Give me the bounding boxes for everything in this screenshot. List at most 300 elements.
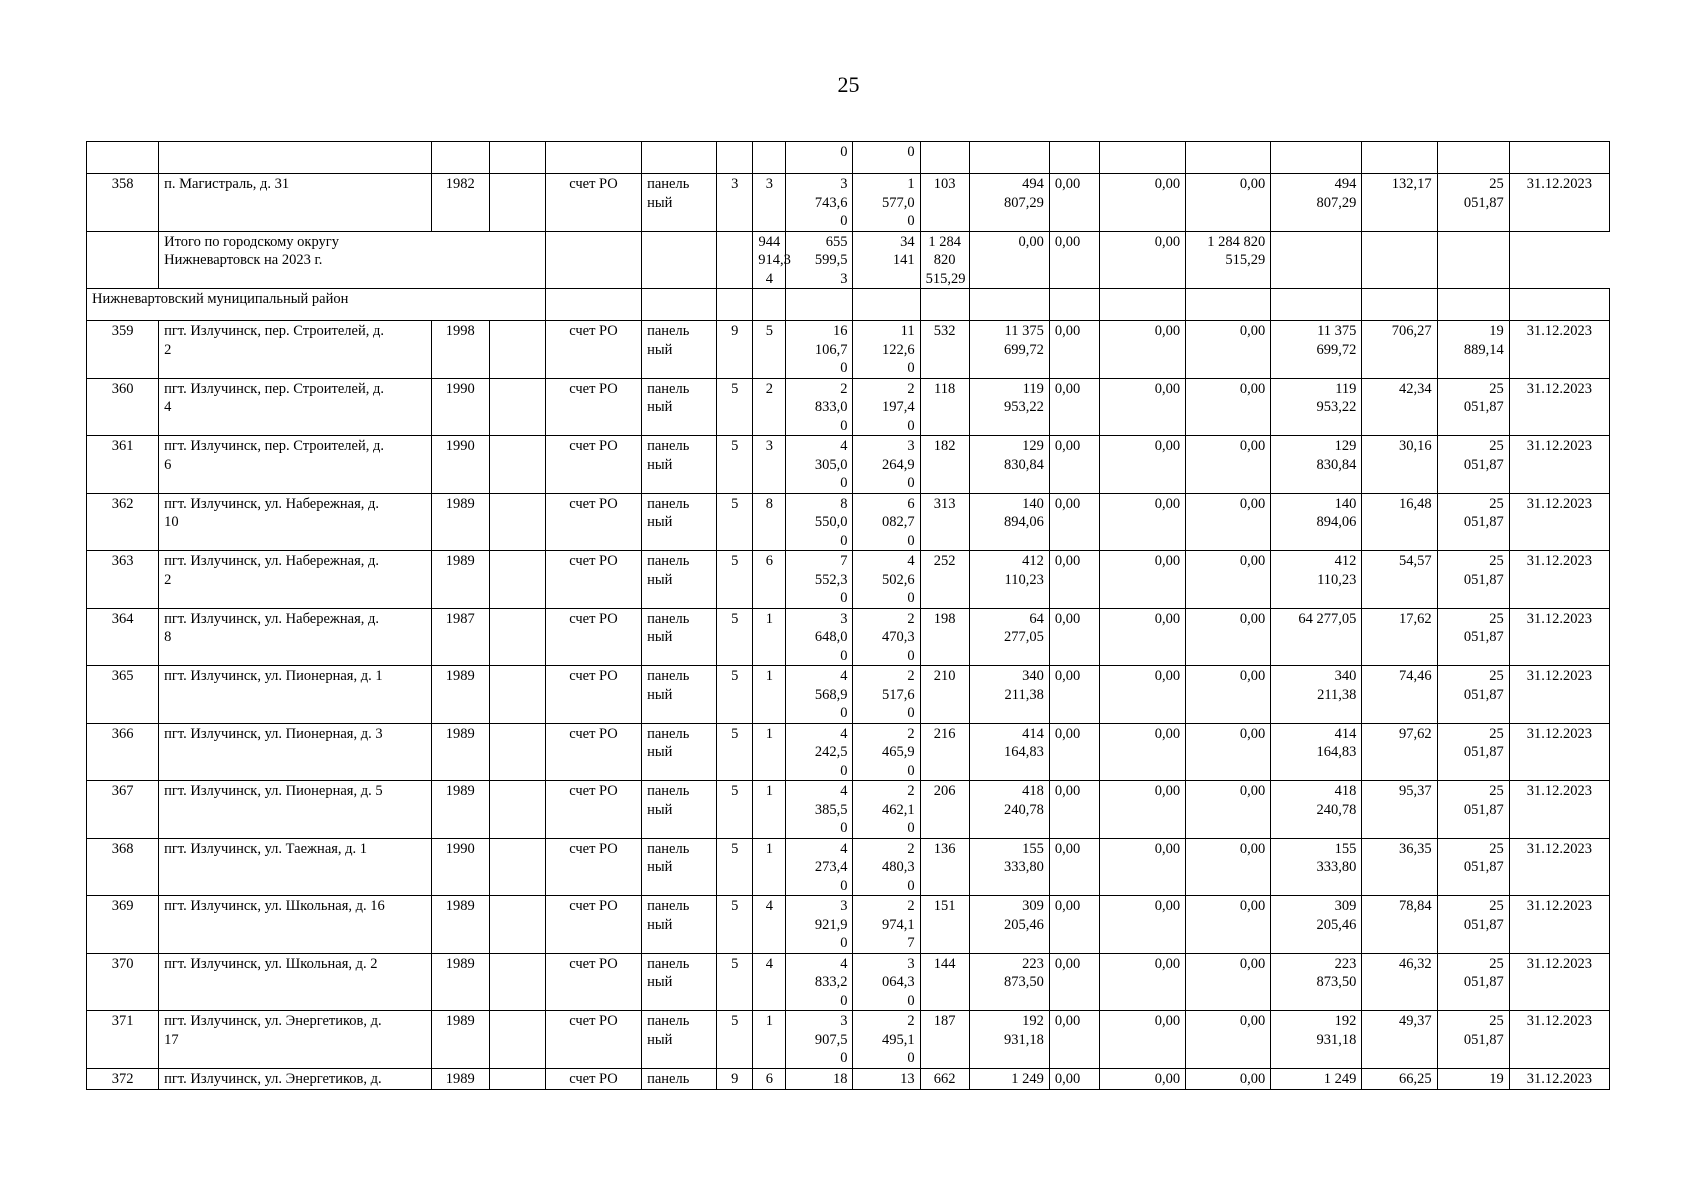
total-cost-cell: 414 164,83	[969, 723, 1049, 781]
funds-2-cell: 0,00	[1099, 896, 1185, 954]
empty-col-cell	[489, 436, 545, 494]
total-cost-cell: 309 205,46	[969, 896, 1049, 954]
entrances-cell: 4	[753, 953, 786, 1011]
residents-cell: 216	[920, 723, 969, 781]
wall-material-cell	[642, 142, 717, 174]
residents-cell	[920, 142, 969, 174]
total-cost-cell: 1 249	[969, 1068, 1049, 1089]
owner-funds-cell: 414 164,83	[1271, 723, 1362, 781]
cost-per-sqm-cell: 54,57	[1362, 551, 1437, 609]
account-type-cell: счет РО	[545, 781, 641, 839]
empty-col-cell	[489, 1011, 545, 1069]
floors-cell: 5	[717, 493, 753, 551]
wall-material-cell: панель ный	[642, 551, 717, 609]
cost-per-sqm-cell: 30,16	[1362, 436, 1437, 494]
floors-cell: 9	[717, 321, 753, 379]
address-cell: пгт. Излучинск, ул. Набережная, д. 8	[159, 608, 432, 666]
row-number-cell: 365	[87, 666, 159, 724]
address-cell: пгт. Излучинск, ул. Пионерная, д. 3	[159, 723, 432, 781]
living-area-cell: 13	[853, 1068, 920, 1089]
address-cell: пгт. Излучинск, ул. Пионерная, д. 1	[159, 666, 432, 724]
total-area-cell: 0	[786, 142, 853, 174]
funds-1-cell: 0,00	[1049, 378, 1099, 436]
cost-per-sqm-cell: 74,46	[1362, 666, 1437, 724]
entrances-cell: 1	[753, 608, 786, 666]
max-cost-per-sqm-cell: 25 051,87	[1437, 493, 1509, 551]
address-cell: пгт. Излучинск, ул. Школьная, д. 16	[159, 896, 432, 954]
funds-3-cell: 0,00	[1186, 1011, 1271, 1069]
living-area-cell: 3 064,3 0	[853, 953, 920, 1011]
funds-1-cell	[1049, 142, 1099, 174]
residents-cell: 118	[920, 378, 969, 436]
max-cost-per-sqm-cell: 25 051,87	[1437, 953, 1509, 1011]
cost-per-sqm-cell: 66,25	[1362, 1068, 1437, 1089]
funds-2-cell: 0,00	[1099, 493, 1185, 551]
empty-col-cell	[489, 723, 545, 781]
total-cost-cell: 129 830,84	[969, 436, 1049, 494]
year-built-cell: 1989	[431, 896, 489, 954]
deadline-cell: 31.12.2023	[1509, 781, 1609, 839]
address-cell: пгт. Излучинск, ул. Энергетиков, д.	[159, 1068, 432, 1089]
funds-1-cell: 0,00	[1049, 551, 1099, 609]
total-area-cell: 4 833,2 0	[786, 953, 853, 1011]
funds-1-cell: 0,00	[1049, 1011, 1099, 1069]
living-area-cell: 11 122,6 0	[853, 321, 920, 379]
funds-2-cell: 0,00	[1099, 723, 1185, 781]
owner-funds-cell: 309 205,46	[1271, 896, 1362, 954]
empty-col-cell	[489, 174, 545, 232]
funds-3-cell: 0,00	[1186, 1068, 1271, 1089]
funds-3-cell: 0,00	[1186, 838, 1271, 896]
funds-1-cell: 0,00	[1049, 666, 1099, 724]
cost-per-sqm-cell: 17,62	[1362, 608, 1437, 666]
account-type-cell: счет РО	[545, 896, 641, 954]
address-cell: пгт. Излучинск, пер. Строителей, д. 4	[159, 378, 432, 436]
total-cost-cell: 119 953,22	[969, 378, 1049, 436]
table-row	[87, 896, 1610, 954]
row-number-cell: 368	[87, 838, 159, 896]
row-number-cell: 360	[87, 378, 159, 436]
wall-material-cell: панель ный	[642, 838, 717, 896]
address-cell: пгт. Излучинск, пер. Строителей, д. 6	[159, 436, 432, 494]
wall-material-cell: панель ный	[642, 723, 717, 781]
row-number-cell: 361	[87, 436, 159, 494]
year-built-cell: 1989	[431, 666, 489, 724]
account-type-cell: счет РО	[545, 321, 641, 379]
funds-2-cell: 0,00	[1099, 953, 1185, 1011]
table-row	[87, 666, 1610, 724]
table-row	[87, 321, 1610, 379]
address-cell: пгт. Излучинск, пер. Строителей, д. 2	[159, 321, 432, 379]
cost-per-sqm-cell	[1362, 289, 1437, 321]
residents-cell: 313	[920, 493, 969, 551]
deadline-cell: 31.12.2023	[1509, 896, 1609, 954]
funds-1-cell: 0,00	[1049, 953, 1099, 1011]
cost-per-sqm-cell: 706,27	[1362, 321, 1437, 379]
table-row	[87, 838, 1610, 896]
housing-register-table	[86, 141, 1610, 1090]
cost-per-sqm-cell: 97,62	[1362, 723, 1437, 781]
account-type-cell: счет РО	[545, 551, 641, 609]
table-row	[87, 174, 1610, 232]
entrances-cell: 6	[753, 1068, 786, 1089]
total-area-cell: 8 550,0 0	[786, 493, 853, 551]
owner-funds-cell	[1271, 289, 1362, 321]
row-number-cell: 370	[87, 953, 159, 1011]
deadline-cell: 31.12.2023	[1509, 838, 1609, 896]
total-area-cell: 3 743,6 0	[786, 174, 853, 232]
living-area-cell	[853, 289, 920, 321]
funds-1-cell: 0,00	[1049, 493, 1099, 551]
cost-per-sqm-cell: 36,35	[1362, 838, 1437, 896]
cost-per-sqm-cell: 78,84	[1362, 896, 1437, 954]
residents-cell: 1 284 820 515,29	[920, 231, 969, 289]
continuation-row	[87, 142, 1610, 174]
wall-material-cell: панель ный	[642, 436, 717, 494]
empty-col-cell	[489, 493, 545, 551]
deadline-cell: 31.12.2023	[1509, 493, 1609, 551]
total-area-cell: 7 552,3 0	[786, 551, 853, 609]
wall-material-cell: панель	[642, 1068, 717, 1089]
funds-2-cell	[1099, 289, 1185, 321]
deadline-cell: 31.12.2023	[1509, 953, 1609, 1011]
row-number-cell: 363	[87, 551, 159, 609]
account-type-cell: счет РО	[545, 723, 641, 781]
living-area-cell: 1 577,0 0	[853, 174, 920, 232]
owner-funds-cell: 155 333,80	[1271, 838, 1362, 896]
row-number-cell: 372	[87, 1068, 159, 1089]
deadline-cell: 31.12.2023	[1509, 321, 1609, 379]
district-name: Нижневартовский муниципальный район	[87, 289, 546, 321]
wall-material-cell: панель ный	[642, 781, 717, 839]
funds-2-cell: 0,00	[1099, 436, 1185, 494]
max-cost-per-sqm-cell: 25 051,87	[1437, 838, 1509, 896]
year-built-cell: 1990	[431, 436, 489, 494]
entrances-cell	[753, 289, 786, 321]
table-row	[87, 781, 1610, 839]
wall-material-cell: панель ный	[642, 378, 717, 436]
living-area-cell: 2 462,1 0	[853, 781, 920, 839]
deadline-cell: 31.12.2023	[1509, 1011, 1609, 1069]
deadline-cell: 31.12.2023	[1509, 666, 1609, 724]
account-type-cell: счет РО	[545, 608, 641, 666]
owner-funds-cell: 223 873,50	[1271, 953, 1362, 1011]
floors-cell: 5	[717, 608, 753, 666]
total-area-cell: 4 305,0 0	[786, 436, 853, 494]
residents-cell: 662	[920, 1068, 969, 1089]
deadline-cell: 31.12.2023	[1509, 436, 1609, 494]
funds-2-cell: 0,00	[1099, 608, 1185, 666]
entrances-cell: 2	[753, 378, 786, 436]
entrances-cell: 6	[753, 551, 786, 609]
funds-3-cell: 0,00	[1186, 781, 1271, 839]
residents-cell: 151	[920, 896, 969, 954]
row-number-cell: 367	[87, 781, 159, 839]
entrances-cell: 1	[753, 723, 786, 781]
deadline-cell: 31.12.2023	[1509, 174, 1609, 232]
max-cost-per-sqm-cell: 25 051,87	[1437, 666, 1509, 724]
total-cost-cell: 412 110,23	[969, 551, 1049, 609]
empty-col-cell	[489, 781, 545, 839]
entrances-cell: 1	[753, 838, 786, 896]
total-cost-cell: 64 277,05	[969, 608, 1049, 666]
floors-cell: 5	[717, 551, 753, 609]
row-number-cell: 364	[87, 608, 159, 666]
year-built-cell: 1989	[431, 781, 489, 839]
max-cost-per-sqm-cell: 25 051,87	[1437, 436, 1509, 494]
row-number-cell: 359	[87, 321, 159, 379]
owner-funds-cell: 64 277,05	[1271, 608, 1362, 666]
empty-col-cell	[489, 666, 545, 724]
funds-1-cell	[1049, 289, 1099, 321]
living-area-cell: 6 082,7 0	[853, 493, 920, 551]
empty-col-cell	[489, 838, 545, 896]
owner-funds-cell: 119 953,22	[1271, 378, 1362, 436]
row-number-cell: 369	[87, 896, 159, 954]
total-area-cell: 655 599,5 3	[786, 231, 853, 289]
deadline-cell	[1509, 289, 1609, 321]
total-area-cell: 4 385,5 0	[786, 781, 853, 839]
owner-funds-cell: 494 807,29	[1271, 174, 1362, 232]
funds-2-cell	[1099, 142, 1185, 174]
account-type-cell: счет РО	[545, 436, 641, 494]
wall-material-cell: панель ный	[642, 608, 717, 666]
entrances-cell: 3	[753, 436, 786, 494]
deadline-cell	[1509, 142, 1609, 174]
living-area-cell: 2 197,4 0	[853, 378, 920, 436]
floors-cell: 5	[717, 1011, 753, 1069]
funds-3-cell	[1186, 289, 1271, 321]
empty-col-cell	[489, 321, 545, 379]
living-area-cell: 4 502,6 0	[853, 551, 920, 609]
residents-cell: 210	[920, 666, 969, 724]
total-cost-cell: 11 375 699,72	[969, 321, 1049, 379]
funds-1-cell: 0,00	[1049, 1068, 1099, 1089]
wall-material-cell: панель ный	[642, 1011, 717, 1069]
funds-3-cell: 0,00	[1186, 493, 1271, 551]
entrances-cell: 8	[753, 493, 786, 551]
owner-funds-cell: 140 894,06	[1271, 493, 1362, 551]
deadline-cell: 31.12.2023	[1509, 723, 1609, 781]
total-cost-cell	[969, 142, 1049, 174]
funds-3-cell: 0,00	[1186, 723, 1271, 781]
account-type-cell	[545, 142, 641, 174]
max-cost-per-sqm-cell	[1437, 142, 1509, 174]
year-built-cell: 1990	[431, 378, 489, 436]
residents-cell: 103	[920, 174, 969, 232]
funds-2-cell: 0,00	[1099, 666, 1185, 724]
residents-cell: 144	[920, 953, 969, 1011]
account-type-cell: счет РО	[545, 493, 641, 551]
total-area-cell: 3 907,5 0	[786, 1011, 853, 1069]
owner-funds-cell: 418 240,78	[1271, 781, 1362, 839]
wall-material-cell	[642, 231, 717, 289]
total-area-cell: 4 273,4 0	[786, 838, 853, 896]
floors-cell	[717, 289, 753, 321]
total-area-cell: 3 648,0 0	[786, 608, 853, 666]
year-built-cell: 1998	[431, 321, 489, 379]
funds-1-cell: 0,00	[1049, 781, 1099, 839]
floors-cell: 9	[717, 1068, 753, 1089]
year-built-cell: 1989	[431, 1068, 489, 1089]
funds-2-cell: 0,00	[1099, 838, 1185, 896]
max-cost-per-sqm-cell: 25 051,87	[1437, 174, 1509, 232]
entrances-cell: 5	[753, 321, 786, 379]
empty-col-cell	[489, 1068, 545, 1089]
table-row	[87, 436, 1610, 494]
entrances-cell: 4	[753, 896, 786, 954]
funds-3-cell: 0,00	[1186, 174, 1271, 232]
cost-per-sqm-cell: 49,37	[1362, 1011, 1437, 1069]
entrances-cell: 1	[753, 666, 786, 724]
table-body	[87, 142, 1610, 1090]
wall-material-cell: панель ный	[642, 174, 717, 232]
living-area-cell: 2 517,6 0	[853, 666, 920, 724]
max-cost-per-sqm-cell	[1437, 289, 1509, 321]
cost-per-sqm-cell: 46,32	[1362, 953, 1437, 1011]
floors-cell: 5	[717, 838, 753, 896]
deadline-cell: 31.12.2023	[1509, 551, 1609, 609]
table-row	[87, 551, 1610, 609]
entrances-cell: 944 914,3 4	[753, 231, 786, 289]
residents-cell: 136	[920, 838, 969, 896]
max-cost-per-sqm-cell	[1437, 231, 1509, 289]
funds-1-cell: 0,00	[1049, 321, 1099, 379]
wall-material-cell: панель ный	[642, 953, 717, 1011]
row-number-cell: 371	[87, 1011, 159, 1069]
table-row	[87, 608, 1610, 666]
total-cost-cell: 223 873,50	[969, 953, 1049, 1011]
funds-1-cell: 0,00	[1049, 896, 1099, 954]
deadline-cell: 31.12.2023	[1509, 1068, 1609, 1089]
funds-2-cell: 0,00	[1099, 231, 1185, 289]
wall-material-cell: панель ный	[642, 666, 717, 724]
funds-1-cell: 0,00	[1049, 231, 1099, 289]
living-area-cell: 0	[853, 142, 920, 174]
row-number-cell: 362	[87, 493, 159, 551]
total-area-cell: 4 242,5 0	[786, 723, 853, 781]
empty-col-cell	[489, 953, 545, 1011]
funds-2-cell: 0,00	[1099, 781, 1185, 839]
year-built-cell	[431, 142, 489, 174]
funds-3-cell	[1186, 142, 1271, 174]
funds-3-cell: 0,00	[1186, 378, 1271, 436]
total-cost-cell	[969, 289, 1049, 321]
cost-per-sqm-cell: 16,48	[1362, 493, 1437, 551]
address-cell: пгт. Излучинск, ул. Школьная, д. 2	[159, 953, 432, 1011]
floors-cell	[717, 231, 753, 289]
account-type-cell: счет РО	[545, 838, 641, 896]
wall-material-cell: панель ный	[642, 493, 717, 551]
floors-cell: 5	[717, 436, 753, 494]
max-cost-per-sqm-cell: 25 051,87	[1437, 896, 1509, 954]
max-cost-per-sqm-cell: 25 051,87	[1437, 551, 1509, 609]
address-cell: пгт. Излучинск, ул. Набережная, д. 10	[159, 493, 432, 551]
floors-cell	[717, 142, 753, 174]
total-cost-cell: 418 240,78	[969, 781, 1049, 839]
funds-1-cell: 0,00	[1049, 838, 1099, 896]
total-cost-cell: 155 333,80	[969, 838, 1049, 896]
funds-3-cell: 1 284 820 515,29	[1186, 231, 1271, 289]
funds-2-cell: 0,00	[1099, 1068, 1185, 1089]
address-cell: пгт. Излучинск, ул. Таежная, д. 1	[159, 838, 432, 896]
max-cost-per-sqm-cell: 25 051,87	[1437, 608, 1509, 666]
account-type-cell: счет РО	[545, 666, 641, 724]
account-type-cell: счет РО	[545, 1068, 641, 1089]
funds-1-cell: 0,00	[1049, 174, 1099, 232]
year-built-cell: 1987	[431, 608, 489, 666]
residents-cell: 206	[920, 781, 969, 839]
max-cost-per-sqm-cell: 25 051,87	[1437, 781, 1509, 839]
living-area-cell: 2 480,3 0	[853, 838, 920, 896]
account-type-cell: счет РО	[545, 174, 641, 232]
year-built-cell: 1989	[431, 723, 489, 781]
residents-cell: 198	[920, 608, 969, 666]
funds-3-cell: 0,00	[1186, 608, 1271, 666]
table-row	[87, 723, 1610, 781]
account-type-cell	[545, 289, 641, 321]
cost-per-sqm-cell: 42,34	[1362, 378, 1437, 436]
total-area-cell: 18	[786, 1068, 853, 1089]
table-row	[87, 378, 1610, 436]
total-cost-cell: 494 807,29	[969, 174, 1049, 232]
living-area-cell: 2 465,9 0	[853, 723, 920, 781]
entrances-cell: 1	[753, 1011, 786, 1069]
row-number-cell: 366	[87, 723, 159, 781]
address-cell: пгт. Излучинск, ул. Энергетиков, д. 17	[159, 1011, 432, 1069]
total-area-cell: 3 921,9 0	[786, 896, 853, 954]
residents-cell: 182	[920, 436, 969, 494]
funds-3-cell: 0,00	[1186, 551, 1271, 609]
living-area-cell: 3 264,9 0	[853, 436, 920, 494]
owner-funds-cell: 412 110,23	[1271, 551, 1362, 609]
funds-3-cell: 0,00	[1186, 666, 1271, 724]
district-header-row	[87, 289, 1610, 321]
deadline-cell: 31.12.2023	[1509, 608, 1609, 666]
funds-1-cell: 0,00	[1049, 608, 1099, 666]
owner-funds-cell	[1271, 142, 1362, 174]
entrances-cell: 1	[753, 781, 786, 839]
address-cell: п. Магистраль, д. 31	[159, 174, 432, 232]
owner-funds-cell: 11 375 699,72	[1271, 321, 1362, 379]
empty-col-cell	[489, 608, 545, 666]
cost-per-sqm-cell	[1362, 231, 1437, 289]
total-cost-cell: 0,00	[969, 231, 1049, 289]
floors-cell: 5	[717, 723, 753, 781]
page-number: 25	[837, 72, 860, 97]
funds-3-cell: 0,00	[1186, 436, 1271, 494]
total-area-cell: 2 833,0 0	[786, 378, 853, 436]
total-area-cell: 16 106,7 0	[786, 321, 853, 379]
account-type-cell: счет РО	[545, 953, 641, 1011]
table-row	[87, 1011, 1610, 1069]
total-row	[87, 231, 1610, 289]
total-area-cell: 4 568,9 0	[786, 666, 853, 724]
year-built-cell: 1990	[431, 838, 489, 896]
owner-funds-cell: 340 211,38	[1271, 666, 1362, 724]
residents-cell: 187	[920, 1011, 969, 1069]
address-cell	[159, 142, 432, 174]
max-cost-per-sqm-cell: 19 889,14	[1437, 321, 1509, 379]
account-type-cell: счет РО	[545, 378, 641, 436]
floors-cell: 5	[717, 953, 753, 1011]
max-cost-per-sqm-cell: 25 051,87	[1437, 723, 1509, 781]
account-type-cell: счет РО	[545, 1011, 641, 1069]
year-built-cell: 1989	[431, 551, 489, 609]
year-built-cell: 1989	[431, 953, 489, 1011]
row-number-cell: 358	[87, 174, 159, 232]
funds-2-cell: 0,00	[1099, 551, 1185, 609]
